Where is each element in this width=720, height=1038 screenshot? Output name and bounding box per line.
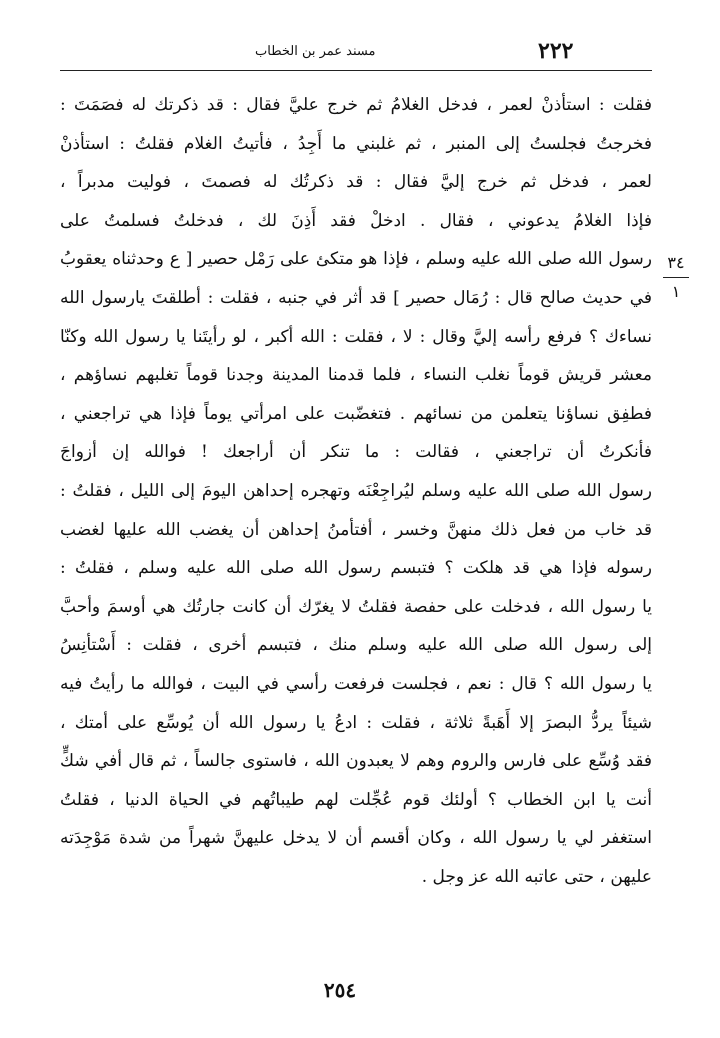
text-line: فإذا الغلامُ يدعوني ، فقال . ادخلْ فقد أَذِنَ لك ، فدخلتُ فسلمتُ على <box>60 210 652 231</box>
footer-page-number: ٢٥٤ <box>323 978 357 1002</box>
margin-reference <box>661 252 691 303</box>
running-title: مسند عمر بن الخطاب <box>255 44 376 59</box>
text-line: فخرجتُ فجلستُ إلى المنبر ، ثم غلبني ما أَجِدُ ، فأتيتُ الغلام فقلتُ : استأذنْ <box>60 133 652 154</box>
text-line: يا رسول الله ؟ قال : نعم ، فجلست فرفعت رأسي في البيت ، فوالله ما رأيتُ فيه <box>60 673 652 694</box>
text-line: شيئاً يردُّ البصرَ إلا أَهَبةً ثلاثة ، فقلت : ادعُ يا رسول الله أن يُوسِّع على أمتك ، <box>60 712 652 733</box>
text-line: عليهن ، حتى عاتبه الله عز وجل . <box>421 866 652 887</box>
text-line: فقد وُسِّع على فارس والروم وهم لا يعبدون الله ، فاستوى جالساً ، ثم قال أفي شكٍّ <box>60 751 652 772</box>
text-line: رسول الله صلى الله عليه وسلم ، فإذا هو متكئ على رَمْل حصير [ ع وحدثناه يعقوبُ <box>60 249 652 270</box>
page-header <box>0 28 720 72</box>
text-line: فقلت : استأذنْ لعمر ، فدخل الغلامُ ثم خرج عليَّ فقال : قد ذكرتك له فصَمَتَ : <box>60 95 652 115</box>
text-line: لعمر ، فدخل ثم خرج إليَّ فقال : قد ذكرتُك له فصمتَ ، فوليت مدبراً ، <box>60 172 652 193</box>
margin-reference-page: ١ <box>671 282 681 301</box>
margin-reference-volume: ٣٤ <box>667 253 685 272</box>
text-line: استغفر لي يا رسول الله ، وكان أقسم أن لا يدخل عليهنَّ شهراً من شدة مَوْجِدَته <box>60 828 652 849</box>
margin-reference-rule <box>663 277 689 278</box>
main-text <box>60 86 652 896</box>
text-line: إلى رسول الله صلى الله عليه وسلم منك ، فتبسم أخرى ، فقلت : أَسْتأنِسُ <box>60 635 652 656</box>
header-page-number: ٢٢٢ <box>538 38 574 64</box>
text-line: يا رسول الله ، فدخلت على حفصة فقلتُ لا يغرّك أن كانت جارتُك هي أوسمَ وأحبَّ <box>60 596 652 617</box>
text-line: نساءك ؟ فرفع رأسه إليَّ وقال : لا ، فقلت : الله أكبر ، لو رأيتَنا يا رسول الله وكنّا <box>60 326 652 347</box>
text-line: أنت يا ابن الخطاب ؟ أولئك قوم عُجِّلت لهم طيباتُهم في الحياة الدنيا ، فقلتُ <box>60 789 652 810</box>
text-line: قد خاب من فعل ذلك منهنَّ وخسر ، أفتأمنُ إحداهن أن يغضب الله عليها لغضب <box>60 519 652 540</box>
text-line: معشر قريش قوماً نغلب النساء ، فلما قدمنا المدينة وجدنا قوماً تغلبهم نساؤهم ، <box>60 365 652 386</box>
text-line: في حديث صالح قال : رُمَال حصير ] قد أثر في جنبه ، فقلت : أطلقتَ يارسول الله <box>60 287 652 308</box>
text-line: رسوله فإذا هي قد هلكت ؟ فتبسم رسول الله صلى الله عليه وسلم ، فقلتُ : <box>60 558 652 579</box>
text-line: فطفِق نساؤنا يتعلمن من نسائهم . فتغضّبت على امرأتي يوماً فإذا هي تراجعني ، <box>60 403 652 424</box>
text-line: فأنكرتُ أن تراجعني ، فقالت : ما تنكر أن أراجعك ! فوالله إن أزواجَ <box>60 442 652 463</box>
text-line: رسول الله صلى الله عليه وسلم ليُراجِعْنَه وتهجره إحداهن اليومَ إلى الليل ، فقلتُ : <box>60 480 652 501</box>
header-rule <box>60 70 652 71</box>
